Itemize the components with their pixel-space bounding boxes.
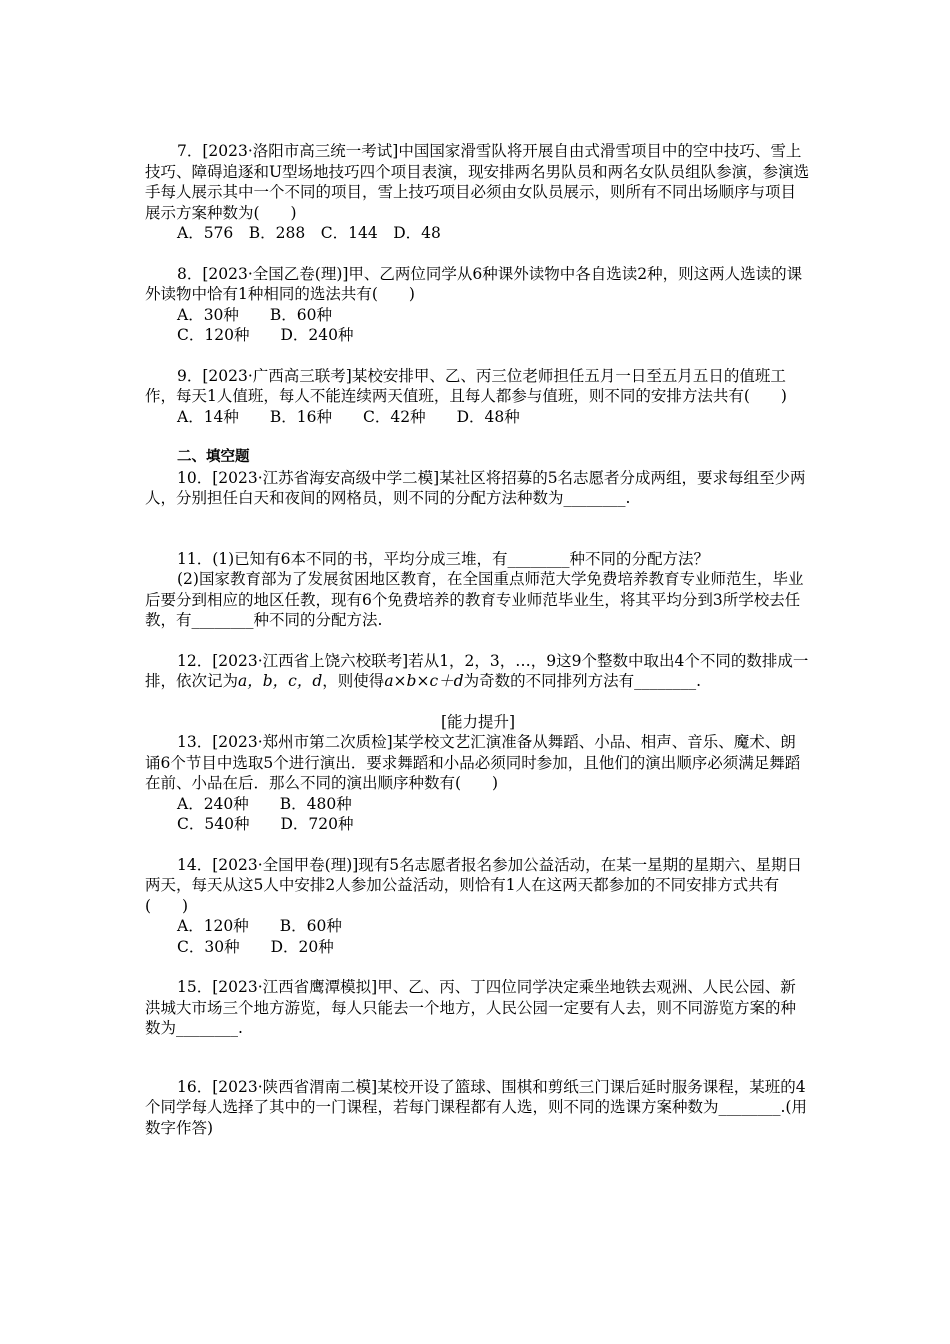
- problem-7-text: 7．[2023·洛阳市高三统一考试]中国国家滑雪队将开展自由式滑雪项目中的空中技巧、雪上技巧、障碍追逐和U型场地技巧四个项目表演，现安排两名男队员和两名女队员组队参演，参演选手每人展示其中一个不同的项目，雪上技巧项目必须由女队员展示，则所有不同出场顺序与项目展示方案种数为( ): [145, 142, 810, 222]
- problem-10: [145, 468, 811, 509]
- problem-12-text-before: 12．[2023·江西省上饶六校联考]若从1，2，3，…，9这9个整数中取出4个不同的数排成一排，依次记为: [145, 651, 809, 690]
- problem-10-text: 10．[2023·江苏省海安高级中学二模]某社区将招募的5名志愿者分成两组，要求每组至少两人，分别担任白天和夜间的网格员，则不同的分配方法种数为________.: [145, 468, 806, 507]
- problem-7-options: A．576 B．288 C．144 D．48: [177, 224, 441, 242]
- problem-11-part1: 11．(1)已知有6本不同的书，平均分成三堆，有________种不同的分配方法？: [177, 549, 710, 568]
- problem-13-options-row1: A．240种 B．480种: [177, 794, 352, 813]
- problem-14-options-row2: C．30种 D．20种: [177, 937, 334, 956]
- worksheet-page: [145, 141, 811, 1138]
- problem-12-text-after: 为奇数的不同排列方法有________.: [463, 672, 701, 690]
- problem-9: [145, 366, 811, 428]
- problem-8-options-row1: A．30种 B．60种: [177, 305, 333, 324]
- problem-14: [145, 855, 811, 958]
- problem-16-text: 16．[2023·陕西省渭南二模]某校开设了篮球、围棋和剪纸三门课后延时服务课程，某班的4个同学每人选择了其中的一门课程，若每门课程都有人选，则不同的选课方案种数为________.(用数字作答): [145, 1077, 807, 1137]
- problem-8-text: 8．[2023·全国乙卷(理)]甲、乙两位同学从6种课外读物中各自选读2种，则这两人选读的课外读物中恰有1种相同的选法共有( ): [145, 264, 803, 303]
- problem-13-text: 13．[2023·郑州市第二次质检]某学校文艺汇演准备从舞蹈、小品、相声、音乐、魔术、朗诵6个节目中选取5个进行演出．要求舞蹈和小品必须同时参加，且他们的演出顺序必须满足舞蹈在前、小品在后．那么不同的演出顺序种数有( ): [145, 733, 801, 792]
- section-fill-in-title: 二、填空题: [177, 449, 250, 465]
- problem-11-part2: (2)国家教育部为了发展贫困地区教育，在全国重点师范大学免费培养教育专业师范生，毕业后要分到相应的地区任教，现有6个免费培养的教育专业师范毕业生，将其平均分到3所学校去任教，有________种不同的分配方法.: [145, 570, 804, 629]
- problem-15: [145, 977, 811, 1039]
- section-ability-title: [能力提升]: [440, 712, 516, 731]
- problem-15-text: 15．[2023·江西省鹰潭模拟]甲、乙、丙、丁四位同学决定乘坐地铁去观洲、人民公园、新洪城大市场三个地方游览，每人只能去一个地方，人民公园一定要有人去，则不同游览方案的种数为________.: [145, 978, 797, 1037]
- problem-12-text-mid: ，则使得: [322, 672, 385, 690]
- problem-9-text: 9．[2023·广西高三联考]某校安排甲、乙、丙三位老师担任五月一日至五月五日的值班工作，每天1人值班，每人不能连续两天值班，且每人都参与值班，则不同的安排方法共有( ): [145, 366, 787, 405]
- problem-13-options-row2: C．540种 D．720种: [177, 815, 354, 833]
- problem-9-options: A．14种 B．16种 C．42种 D．48种: [177, 407, 520, 426]
- problem-12-vars: a，b，c，d: [238, 672, 323, 690]
- problem-8: [145, 264, 811, 346]
- problem-14-options-row1: A．120种 B．60种: [177, 917, 342, 935]
- problem-8-options-row2: C．120种 D．240种: [177, 326, 354, 344]
- problem-11: [145, 549, 811, 631]
- problem-13: [145, 732, 811, 835]
- problem-12: [145, 651, 811, 692]
- problem-12-text: [145, 651, 811, 692]
- problem-16: [145, 1077, 811, 1139]
- problem-12-expr: a×b×c＋d: [384, 672, 464, 690]
- problem-14-text: 14．[2023·全国甲卷(理)]现有5名志愿者报名参加公益活动，在某一星期的星期六、星期日两天，每天从这5人中安排2人参加公益活动，则恰有1人在这两天都参加的不同安排方式共有( ): [145, 855, 803, 915]
- problem-7: [145, 141, 811, 244]
